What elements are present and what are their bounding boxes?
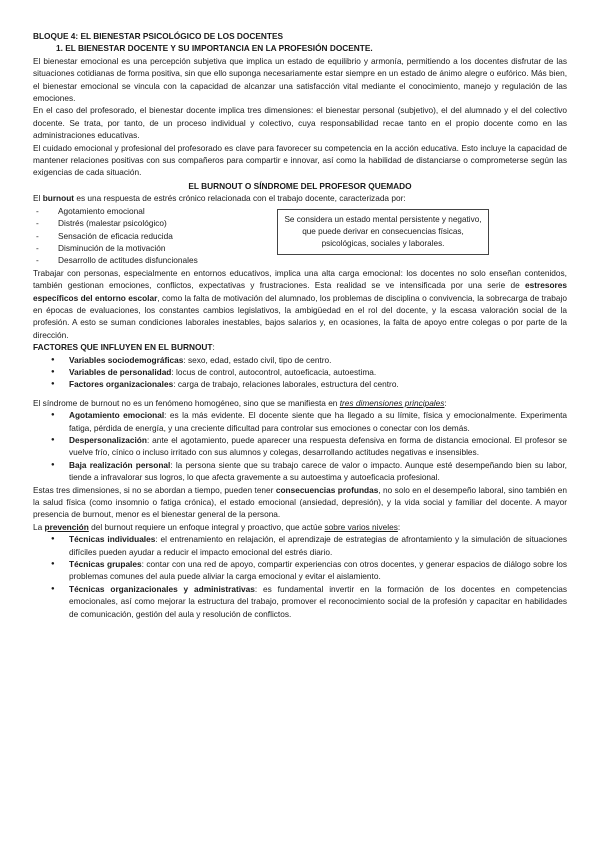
list-item: - Distrés (malestar psicológico) [33, 217, 567, 229]
factors-list [33, 354, 567, 391]
list-item: - Disminución de la motivación [33, 242, 567, 254]
dimensions-intro: El síndrome de burnout no es un fenómeno homogéneo, sino que se manifiesta en tres dimensiones principales: [33, 397, 447, 408]
list-item: ● Agotamiento emocional: es la más evidente. El docente siente que ha llegado a su límite, física y emocionalmente. Experimenta fatiga, pérdida de energía, y una creciente dificultad para controlar sus emociones o conectar con los demás. [33, 409, 567, 434]
paragraph-dimensiones-bienestar: En el caso del profesorado, el bienestar docente implica tres dimensiones: el bienestar personal (subjetivo), el del alumnado y el del colectivo docente. Se trata, por tanto, de un proceso individual y colectivo, cuya responsabilidad recae tanto en el propio docente como en las administraciones educativas. [33, 105, 567, 141]
list-item: - Sensación de eficacia reducida [33, 230, 567, 242]
section-title-bienestar: 1. EL BIENESTAR DOCENTE Y SU IMPORTANCIA EN LA PROFESIÓN DOCENTE. [56, 43, 373, 54]
list-item: ● Técnicas individuales: el entrenamiento en relajación, el aprendizaje de estrategias de afrontamiento y la simulación de situaciones difíciles pueden ayudar a reducir el impacto emocional del estrés diario. [33, 533, 567, 558]
burnout-characteristics-block [33, 205, 567, 267]
paragraph-consecuencias: Estas tres dimensiones, si no se abordan a tiempo, pueden tener consecuencias profundas, no solo en el desempeño laboral, sino también en la salud física (como insomnio o fatiga crónica), el estado emocional (ansiedad, depresión), y la vida social y familiar del docente. A mayor presencia de burnout, menor es el bienestar general de la persona. [33, 484, 567, 520]
list-item: ● Técnicas organizacionales y administrativas: es fundamental invertir en la formación de los docentes en competencias emocionales, así como mejorar la estructura del trabajo, promover el reconocimiento social de la profesión y capacitar en habilidades de comunicación, gestión del aula y resolución de conflictos. [33, 583, 567, 620]
list-item: ● Despersonalización: ante el agotamiento, puede aparecer una respuesta defensiva en forma de distancia emocional. El profesor se vuelve frío, cínico o incluso irritado con sus alumnos y colegas, desarrollando actitudes negativas e insensibles. [33, 434, 567, 459]
block-title: BLOQUE 4: EL BIENESTAR PSICOLÓGICO DE LOS DOCENTES [33, 31, 284, 41]
burnout-intro: El burnout es una respuesta de estrés crónico relacionada con el trabajo docente, caracterizada por: [33, 193, 406, 204]
paragraph-bienestar-emocional: El bienestar emocional es una percepción subjetiva que implica un estado de equilibrio y armonía, permitiendo a los docentes disfrutar de las situaciones cotidianas de forma positiva, sin que ello suponga necesariamente estar siempre en un estado de ánimo alegre o eufórico. Más bien, el bienestar emocional se vincula con la capacidad de alcanzar una satisfacción vital mediante el conocimiento, manejo y regulación de las emociones. [33, 55, 567, 104]
list-item: ● Variables sociodemográficas: sexo, edad, estado civil, tipo de centro. [33, 354, 567, 366]
prevention-list [33, 533, 567, 620]
list-item: ● Factores organizacionales: carga de trabajo, relaciones laborales, estructura del centro. [33, 378, 567, 390]
factors-title: FACTORES QUE INFLUYEN EN EL BURNOUT: [33, 342, 215, 353]
paragraph-cuidado-emocional: El cuidado emocional y profesional del profesorado es clave para favorecer su competencia en la acción educativa. Esto incluye la capacidad de mantener relaciones positivas con sus compañeros para compartir e innovar, así como la habilidad de distanciarse o comprometerse según las exigencias de cada situación. [33, 142, 567, 178]
paragraph-estresores: Trabajar con personas, especialmente en entornos educativos, implica una alta carga emocional: los docentes no solo enseñan contenidos, también gestionan emociones, conflictos, expectativas y frustraciones. Esta realidad se ve intensificada por una serie de estresores específicos del entorno escolar, como la falta de motivación del alumnado, los problemas de disciplina o convivencia, la sobrecarga de trabajo en épocas de evaluaciones, los constantes cambios legislativos, la ambigüedad en el rol del docente, y la escasa valoración social de la profesión. A esto se suman condiciones laborales inestables, bajos salarios y, en ocasiones, la falta de apoyo entre colegas o por parte de la dirección. [33, 267, 567, 340]
list-item: - Desarrollo de actitudes disfuncionales [33, 254, 567, 266]
callout-box: Se considera un estado mental persistente y negativo, que puede derivar en consecuencias físicas, psicológicas, sociales y laborales. [277, 209, 489, 256]
section-title-burnout: EL BURNOUT O SÍNDROME DEL PROFESOR QUEMADO [188, 180, 412, 191]
list-item: - Agotamiento emocional [33, 205, 567, 217]
list-item: ● Variables de personalidad: locus de control, autocontrol, autoeficacia, autoestima. [33, 366, 567, 378]
dimensions-list [33, 409, 567, 483]
list-item: ● Técnicas grupales: contar con una red de apoyo, compartir experiencias con otros docentes, y generar espacios de diálogo sobre los problemas comunes del aula puede aliviar la carga emocional y evitar el aislamiento. [33, 558, 567, 583]
prevention-intro: La prevención del burnout requiere un enfoque integral y proactivo, que actúe sobre varios niveles: [33, 521, 401, 532]
list-item: ● Baja realización personal: la persona siente que su trabajo carece de valor o impacto. Aunque esté desempeñando bien su labor, tiende a infravalorar sus logros, lo que afecta gravemente a su autoestima y autoeficacia profesional. [33, 459, 567, 484]
